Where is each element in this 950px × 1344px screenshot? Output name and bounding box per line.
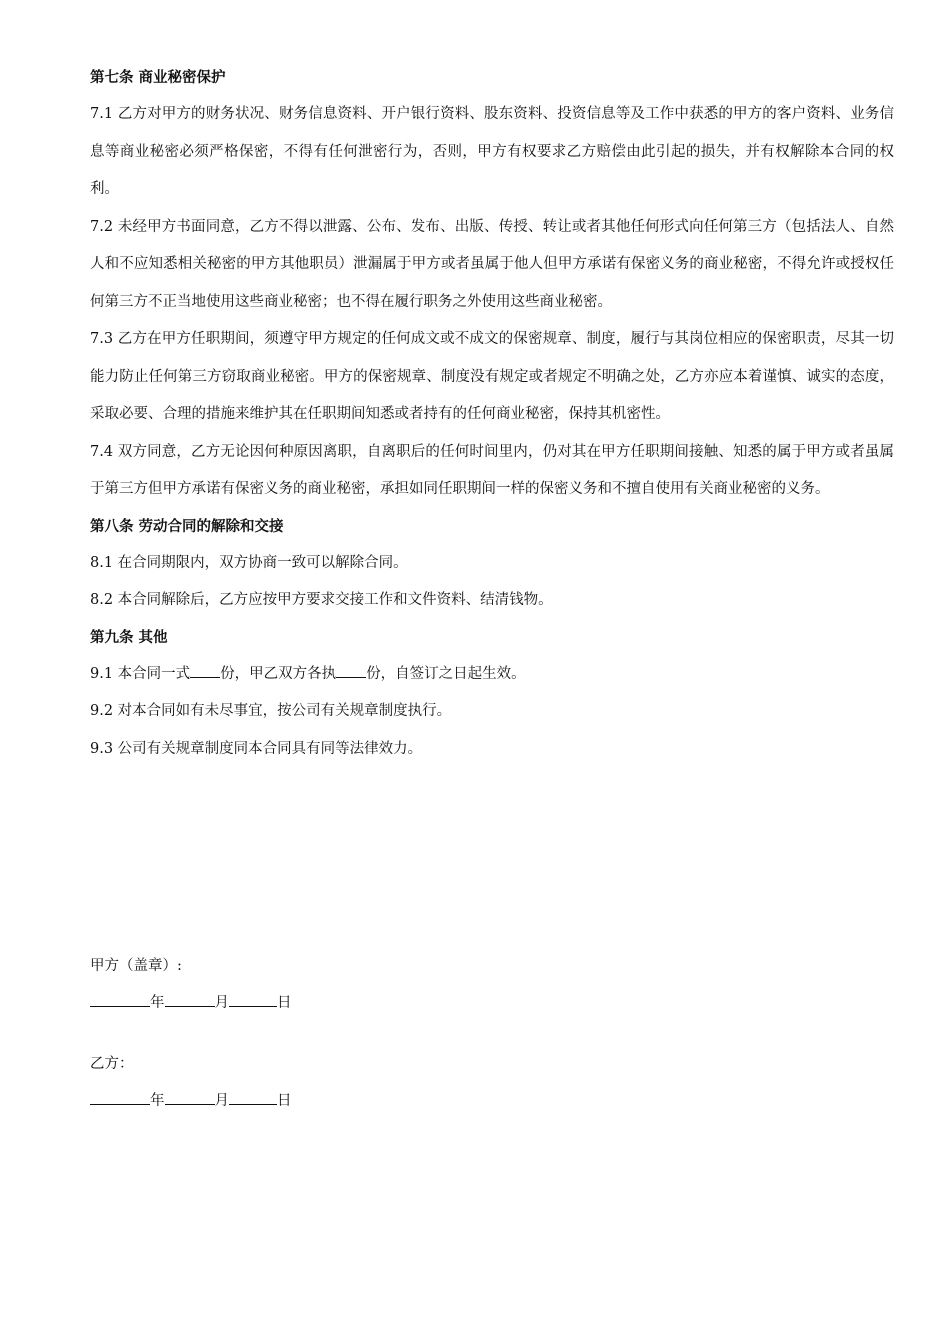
year-label: 年 (150, 995, 165, 1011)
article-9-1-part-b: 份，甲乙双方各执 (220, 665, 337, 682)
day-label: 日 (277, 1093, 292, 1109)
article-8-2: 8.2 本合同解除后，乙方应按甲方要求交接工作和文件资料、结清钱物。 (90, 592, 553, 608)
contract-page (90, 60, 894, 768)
day-blank (229, 992, 277, 1007)
year-blank (90, 1090, 150, 1105)
article-7-title: 第七条 商业秘密保护 (90, 70, 226, 86)
day-label: 日 (277, 995, 292, 1011)
article-9-1-part-c: 份，自签订之日起生效。 (366, 665, 526, 682)
article-8-title: 第八条 劳动合同的解除和交接 (90, 518, 284, 535)
copies-total-blank (190, 663, 220, 678)
party-b-signature (90, 1046, 292, 1120)
article-7-2: 7.2 未经甲方书面同意，乙方不得以泄露、公布、发布、出版、传授、转让或者其他任何形式向任何第三方（包括法人、自然人和不应知悉相关秘密的甲方其他职员）泄漏属于甲方或者虽属于他人但甲方承诺有保密义务的商业秘密，不得允许或授权任何第三方不正当地使用这些商业秘密；也不得在履行职务之外使用这些商业秘密。 (90, 218, 894, 310)
month-blank (165, 992, 215, 1007)
article-8-1: 8.1 在合同期限内，双方协商一致可以解除合同。 (90, 554, 408, 571)
article-9-title: 第九条 其他 (90, 629, 168, 646)
month-label: 月 (214, 995, 229, 1011)
article-9-2: 9.2 对本合同如有未尽事宜，按公司有关规章制度执行。 (90, 703, 452, 719)
party-b-label: 乙方： (90, 1056, 134, 1072)
month-blank (165, 1090, 215, 1105)
article-7-4: 7.4 双方同意，乙方无论因何种原因离职，自离职后的任何时间里内，仍对其在甲方任职期间接触、知悉的属于甲方或者虽属于第三方但甲方承诺有保密义务的商业秘密，承担如同任职期间一样的保密义务和不擅自使用有关商业秘密的义务。 (90, 443, 894, 497)
party-a-date-line (90, 985, 292, 1022)
month-label: 月 (214, 1093, 229, 1109)
article-9-3: 9.3 公司有关规章制度同本合同具有同等法律效力。 (90, 740, 423, 757)
year-label: 年 (150, 1093, 165, 1109)
party-a-label: 甲方（盖章）: (90, 958, 182, 974)
article-7-3: 7.3 乙方在甲方任职期间，须遵守甲方规定的任何成文或不成文的保密规章、制度，履行与其岗位相应的保密职责，尽其一切能力防止任何第三方窃取商业秘密。甲方的保密规章、制度没有规定或者规定不明确之处，乙方亦应本着谨慎、诚实的态度，采取必要、合理的措施来维护其在任职期间知悉或者持有的任何商业秘密，保持其机密性。 (90, 331, 894, 422)
party-a-signature (90, 948, 292, 1022)
year-blank (90, 992, 150, 1007)
party-b-date-line (90, 1083, 292, 1120)
article-7-1: 7.1 乙方对甲方的财务状况、财务信息资料、开户银行资料、股东资料、投资信息等及工作中获悉的甲方的客户资料、业务信息等商业秘密必须严格保密，不得有任何泄密行为，否则，甲方有权要求乙方赔偿由此引起的损失，并有权解除本合同的权利。 (90, 106, 894, 197)
day-blank (229, 1090, 277, 1105)
article-9-1 (90, 656, 894, 694)
article-9-1-part-a: 9.1 本合同一式 (90, 665, 191, 682)
copies-each-blank (336, 663, 366, 678)
